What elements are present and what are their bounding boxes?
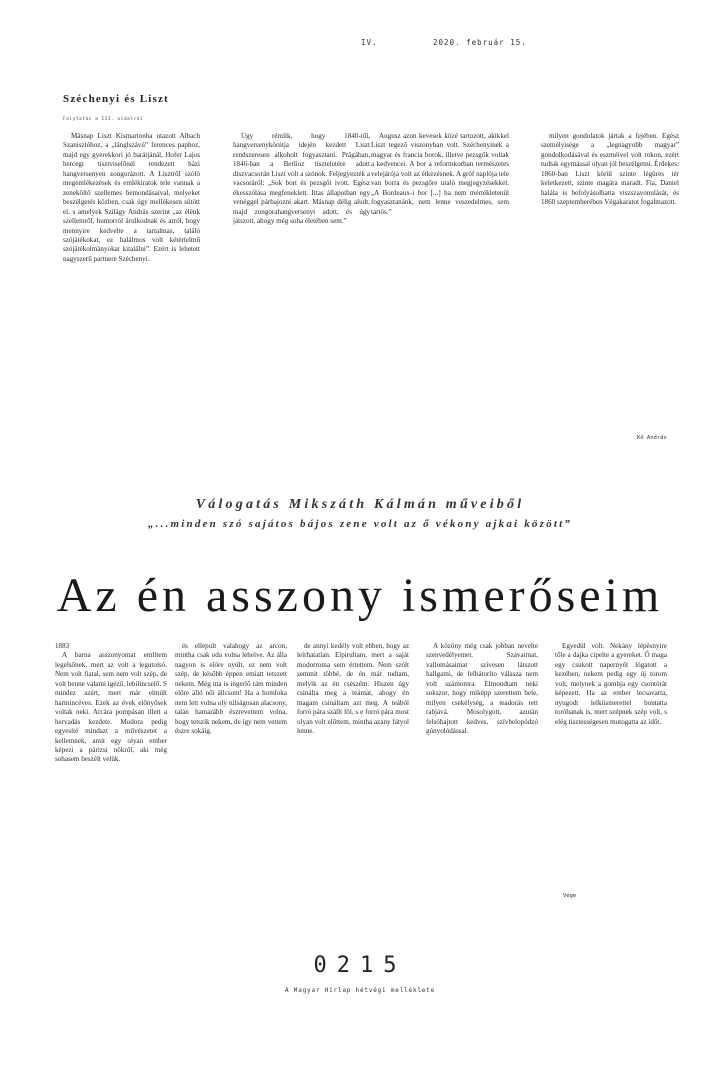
issue-date: 2020. február 15. (433, 38, 527, 47)
article-title: Széchenyi és Liszt (63, 93, 169, 105)
story-title: Az én asszony ismerőseim (56, 569, 664, 622)
continued-note: Folytatás a III. oldalról (63, 117, 144, 122)
page-number: 0215 (313, 953, 407, 978)
story-column-5: Egyedül volt. Nekány lépésnyire tőle a dajka cipelte a gyereket. Ő maga egy csukott napernyőt lógatott a kezében, nekem pedig egy új torom volt, melynek a gombja egy csontórát képezett. Ha az ember lecsavarta, nyugodt lelkiismerettel bontatta toróbanak is, mert szépnek szép volt, s elég tisztességesen mutogatta az időt. (555, 642, 667, 726)
supplement-footer: A Magyar Hírlap hétvégi melléklete (284, 987, 436, 994)
story-column-3: de annyi kedély volt ebben, hogy az leírhatatlan. Elpirultam, mert a saját modorroma sem értettem. Nem szólt semmit többé, de én már tudtam, melyik az én csészém. Hiszen úgy csinálta meg a teámat, ahogy én magam csináltam azt meg. A teából forró pára szállt föl, s e forró pára most olyan volt előttem, mintha azany fátyol lenne. (297, 642, 409, 736)
section-label: IV. (361, 38, 378, 47)
article1-column-4: milyen gondolatok jártak a fejében. Egész személyisége a „legnagyobb magyar” gondolkodásával és eszméivel volt rokon, ezért tudtak egymással olyan jól beszélgetni. Érdekes: 1860-ban Liszt körül szinte légüres tér keletkezett, szinte magára maradt. Fia, Daniel halála is befolyásolhatta viszszavonulását, és 1860 szeptemberében Végakaratot fogalmazott. (541, 132, 679, 207)
story-year: 1883 (55, 642, 70, 650)
article1-column-2: Úgy rémlik, hogy 1840-től, hangversenykörútja idején kezdett Liszt rendszeresen alkoholt fogyasztani. Prágában, 1846-ban a Berlioz tiszteletére adott díszvacsorán Liszt volt a szónok. Feljegyezték a vacsoráról: „Sok bort és pezsgőt ivott. Egész ékesszólása megfeneklett. Ittas állapotban egy venéggel párbajozni akart. Másnap délig aludt, majd zongorahangversenyt adott, és úgy játszott, ahogy még soha életében sem.” (233, 132, 370, 226)
story-column-4: A közöny még csak jobban nevelte szenvedélyemet. Szavaimat, vallomásaimat szívesen látszott hallgatni, de felbátoríto válasza nem volt számomra. Elmondtam neki sokszor, hogy miképp szerettem bele, milyen csekélység, a teadorás tett rabjává. Mosolygott, azután felsóhajtott kedves, szívbelopódzó gúnyolódással. (426, 642, 538, 736)
article1-column-1: Másnap Liszt Kismartonba utazott Albach Szaniszlóhoz, a „lánglszávú” ferences paphoz, majd egy gyerekkori jó barátjánál, Hofer Lajos hercegi tisztviselőnél rendezett házi hangversenyen zongorázott. A Lisztről szóló megemlékezések és emlékiratok tele vannak a zeneköltő szellemes bemondásaival, melyeket beszélgetés közben, csak úgy mellékesen sütött el, s amelyek Szilágy András szerint „az élénk szellemről, humorról árulkodnak és arról, hogy mennyire kedvelte a tartalmas, találó szójátékokat, ez halálmos volt kétértelmű szójátékolmányokat kitalálni”. Ezért is lehetett nagyszerű partnere Széchenyi. (63, 132, 200, 263)
story-column-1: 1883 A barna asszonyomat említem legelsőnek, mert az volt a legutolsó. Nem volt fiatal, sem nem volt szép, de volt benne valami igéző, lebilincselő. S mindez azért, mert már elmúlt harmincéves. Ezek az évek előnyösek voltak neki. Arcára pompásan illett a hervadás kezdete. Modora pedig egyesíté mindazt a művészetet a kellemnek, amit egy olyan ember képezi a párizsi nőkről, aki még sohasem beszélt velük. (55, 642, 167, 764)
author-signature: Kő András (637, 435, 667, 441)
selection-banner: Válogatás Mikszáth Kálmán műveiből (195, 497, 525, 512)
selection-quote: „...minden szó sajátos bájos zene volt az ő vékony ajkai között” (147, 518, 573, 530)
article1-column-3: Augusz azon kevesek közé tartozott, akikkel Liszt tegező viszonyban volt. Széchenyinek a magyar és francia borok, illetve pezsgők voltak a kedvencei. A bor a reformkorban természetes velejárója volt az étkezésnek. A gróf naplója tele van borra és pezsgőre utaló megjegyzésekkel. „A Bordeaux-i bor [...] ha nem mértékletenül fogyasztanánk, nem lenne veszedelmes, sem tartós.” (371, 132, 509, 216)
story-end-mark: Vége (563, 893, 577, 899)
story-column-2: és ellepult valahogy az arcon, mintha csak oda volna lehelve. Az álla nagyon is előre nyúlt, ez nem volt szép, de később éppen emiatt tetszett nekem. Még ma is ingerlő rám minden előre álló női állcsont! Ha a homloka nem lett volna oly túlságosan alacsony, talán hamarább észrevettem volna, hogy tetszik nekem, de így nem vettem észre sokáig. (175, 642, 287, 736)
